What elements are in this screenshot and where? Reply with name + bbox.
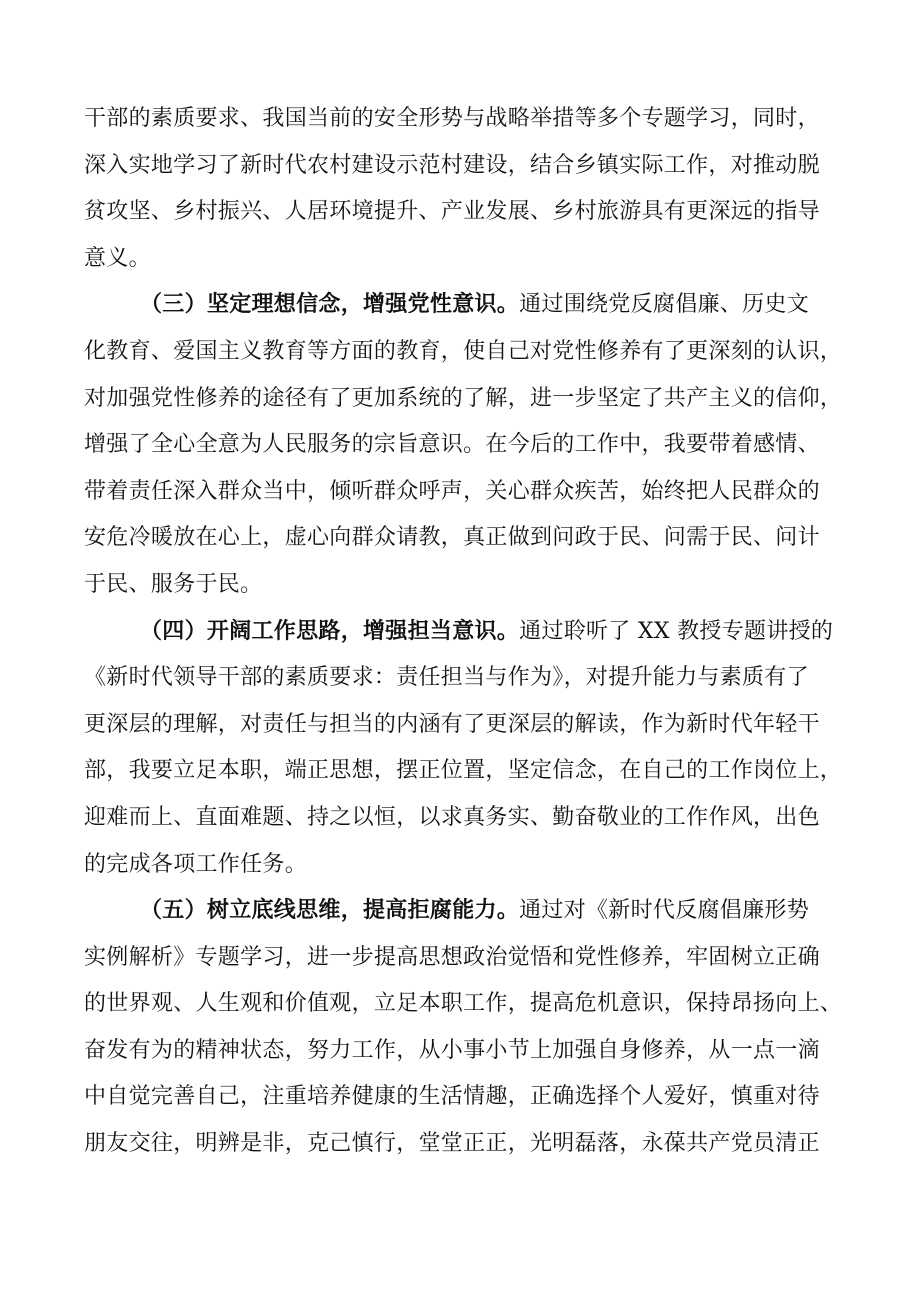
body-line: 部，我要立足本职，端正思想，摆正位置，坚定信念，在自己的工作岗位上， [84, 758, 843, 784]
body-line: 带着责任深入群众当中，倾听群众呼声，关心群众疾苦，始终把人民群众的 [84, 478, 820, 504]
body-line: 中自觉完善自己，注重培养健康的生活情趣，正确选择个人爱好，慎重对待 [84, 1084, 820, 1110]
body-line: 于民、服务于民。 [84, 571, 263, 597]
body-line: 奋发有为的精神状态，努力工作，从小事小节上加强自身修养，从一点一滴 [84, 1037, 820, 1063]
section-five-lead-text: 通过对《新时代反腐倡廉形势 [519, 898, 810, 924]
body-line: 的完成各项工作任务。 [84, 851, 308, 877]
body-line: 贫攻坚、乡村振兴、人居环境提升、产业发展、乡村旅游具有更深远的指导 [84, 199, 820, 225]
body-line: 深入实地学习了新时代农村建设示范村建设，结合乡镇实际工作，对推动脱 [84, 152, 820, 178]
body-line: 实例解析》专题学习，进一步提高思想政治觉悟和党性修养，牢固树立正确 [84, 944, 820, 970]
section-three-heading: （三）坚定理想信念，增强党性意识。 [140, 292, 520, 318]
body-line: 朋友交往，明辨是非，克己慎行，堂堂正正，光明磊落，永葆共产党员清正 [84, 1131, 820, 1157]
body-line: 增强了全心全意为人民服务的宗旨意识。在今后的工作中，我要带着感情、 [84, 432, 820, 458]
section-three-lead-text: 通过围绕党反腐倡廉、历史文 [519, 292, 810, 318]
body-line: 干部的素质要求、我国当前的安全形势与战略举措等多个专题学习，同时， [84, 106, 820, 131]
body-line: 《新时代领导干部的素质要求：责任担当与作为》，对提升能力与素质有了 [84, 665, 809, 691]
document-body [84, 96, 860, 1168]
section-three-paragraph-start [84, 282, 860, 329]
body-line: 意义。 [84, 245, 151, 271]
section-four-heading: （四）开阔工作思路，增强担当意识。 [140, 618, 520, 644]
body-line: 对加强党性修养的途径有了更加系统的了解，进一步坚定了共产主义的信仰， [84, 385, 843, 411]
section-four-paragraph-start [84, 609, 860, 656]
section-five-paragraph-start [84, 888, 860, 935]
section-five-heading: （五）树立底线思维，提高拒腐能力。 [140, 898, 520, 924]
section-four-lead-text: 通过聆听了 XX 教授专题讲授的 [519, 618, 834, 644]
body-line: 更深层的理解，对责任与担当的内涵有了更深层的解读，作为新时代年轻干 [84, 711, 820, 737]
body-line: 化教育、爱国主义教育等方面的教育，使自己对党性修养有了更深刻的认识， [84, 338, 843, 364]
body-line: 迎难而上、直面难题、持之以恒，以求真务实、勤奋敬业的工作作风，出色 [84, 804, 820, 830]
body-line: 安危冷暖放在心上，虚心向群众请教，真正做到问政于民、问需于民、问计 [84, 525, 820, 551]
body-line: 的世界观、人生观和价值观，立足本职工作，提高危机意识，保持昂扬向上、 [84, 991, 843, 1017]
